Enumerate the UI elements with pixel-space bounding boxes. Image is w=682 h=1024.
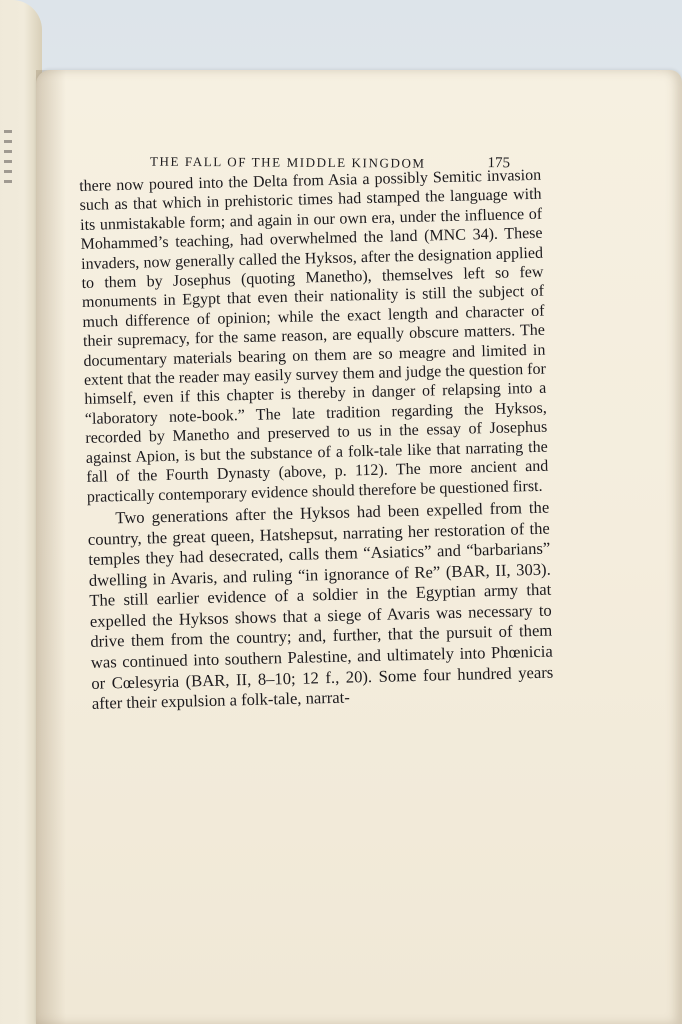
paragraph: Two generations after the Hyksos had been expelled from the country, the great queen, Hatshepsut, narrating her restoration of the temples they had desecrated, calls them “Asiatics” and “barbarians” dwelling in Avaris, and ruling “in ignorance of Re” (BAR, II, 303). The still earlier evidence of a soldier in the Egyptian army that expelled the Hyksos shows that a siege of Avaris was necessary to drive them from the country; and, further, that the pursuit of them was continued into southern Palestine, and ultimately into Phœnicia or Cœlesyria (BAR, II, 8–10; 12 f., 20). Some four hundred years after their expulsion a folk-tale, narrat- bbox=[87, 497, 554, 714]
running-head: THE FALL OF THE MIDDLE KINGDOM bbox=[149, 153, 426, 171]
paragraph: there now poured into the Delta from Asia a possibly Semitic invasion such as that which in prehistoric times had stamped the language with its unmistakable form; and again in our own era, under the influence of Mohammed’s teaching, had overwhelmed the land (MNC 34). These invaders, now generally called the Hyksos, after the designation applied to them by Josephus (quoting Manetho), themselves left so few monuments in Egypt that even their nationality is still the subject of much difference of opinion; while the exact length and character of their supremacy, for the same reason, are equally obscure matters. The documentary materials bearing on them are so meagre and limited in extent that the reader may easily survey them and judge the question for himself, even if this chapter is thereby in danger of relapsing into a “laboratory note-book.” The late tradition regarding the Hyksos, recorded by Manetho and preserved to us in the essay of Josephus against Apion, is but the substance of a folk-tale like that narrating the fall of the Fourth Dynasty (above, p. 112). The more ancient and practically contemporary evidence should therefore be questioned first. bbox=[79, 166, 549, 506]
page-number: 175 bbox=[487, 155, 511, 172]
left-page-text-marks bbox=[4, 130, 12, 190]
page-gutter-shadow bbox=[36, 70, 66, 1024]
body-text bbox=[79, 166, 554, 715]
